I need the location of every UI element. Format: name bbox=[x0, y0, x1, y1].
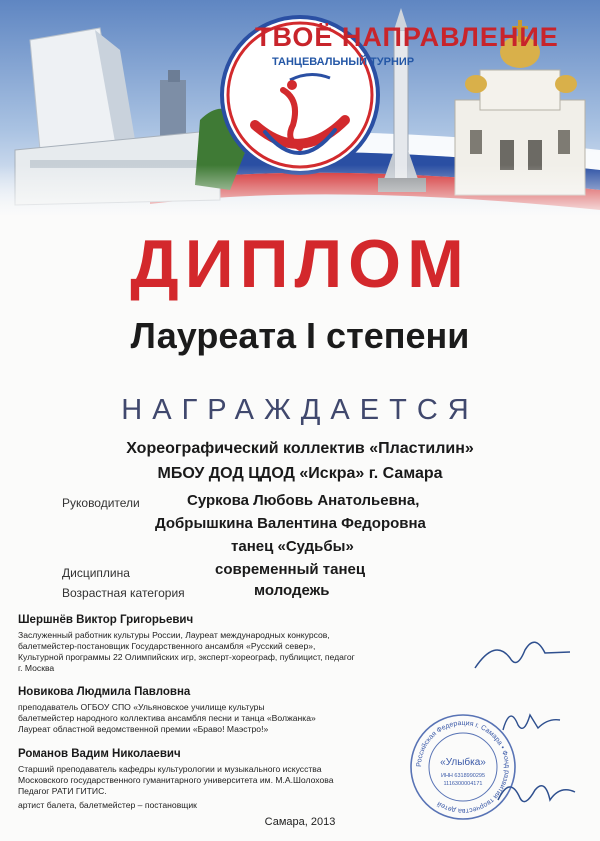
leader-1: Суркова Любовь Анатольевна, bbox=[187, 492, 420, 509]
leader-2: Добрышкина Валентина Федоровна bbox=[155, 515, 426, 532]
stamp-ogrn: 1116300004171 bbox=[443, 781, 483, 787]
jury-2-line: преподаватель ОГБОУ СПО «Ульяновское училище культуры bbox=[18, 702, 265, 712]
jury-1-line: Культурной программы 22 Олимпийских игр, эксперт-хореограф, публицист, педагог bbox=[18, 652, 355, 662]
city-year: Самара, 2013 bbox=[264, 816, 336, 828]
awarded-heading: НАГРАЖДАЕТСЯ bbox=[121, 394, 479, 426]
discipline-label: Дисциплина bbox=[62, 566, 130, 580]
discipline-value: современный танец bbox=[215, 561, 366, 578]
logo-title: ТВОЁ НАПРАВЛЕНИЕ bbox=[255, 22, 559, 52]
jury-2-name: Новикова Людмила Павловна bbox=[18, 686, 191, 698]
stamp-inn: ИНН 6318990295 bbox=[440, 773, 486, 779]
jury-1-line: Заслуженный работник культуры России, Лауреат международных конкурсов, bbox=[18, 630, 330, 640]
jury-2-line: балетмейстер народного коллектива ансамбля песни и танца «Волжанка» bbox=[18, 713, 316, 723]
dance-title: танец «Судьбы» bbox=[231, 538, 354, 555]
jury-3-line: артист балета, балетмейстер – постановщик bbox=[18, 800, 197, 810]
laureate-title: Лауреата I степени bbox=[130, 315, 470, 356]
jury-3-line: Старший преподаватель кафедры культурологии и музыкального искусства bbox=[18, 764, 322, 774]
leaders-label: Руководители bbox=[62, 496, 140, 510]
jury-3-line: Московского государственного гуманитарного университета им. М.А.Шолохова bbox=[18, 775, 334, 785]
jury-3-line: Педагог РАТИ ГИТИС. bbox=[18, 786, 107, 796]
jury-1-name: Шершнёв Виктор Григорьевич bbox=[18, 614, 194, 626]
stamp-center-text: «Улыбка» bbox=[440, 757, 486, 768]
organization-stamp bbox=[408, 712, 518, 822]
jury-2-line: Лауреат областной ведомственной премии «Браво! Маэстро!» bbox=[18, 724, 269, 734]
recipient-collective: Хореографический коллектив «Пластилин» bbox=[126, 440, 474, 457]
jury-1-line: г. Москва bbox=[18, 663, 55, 673]
diploma-title: ДИПЛОМ bbox=[130, 226, 470, 302]
logo-subtitle: ТАНЦЕВАЛЬНЫЙ ТУРНИР bbox=[272, 56, 415, 68]
jury-1-line: балетмейстер-постановщик Государственного ансамбля «Русский север», bbox=[18, 641, 316, 651]
age-category-value: молодежь bbox=[254, 582, 330, 599]
stamp-ring-text: Российская Федерация г. Самара • Фонд развития творчества детей bbox=[415, 719, 511, 815]
signature-1 bbox=[465, 628, 575, 678]
recipient-school: МБОУ ДОД ЦДОД «Искра» г. Самара bbox=[157, 465, 443, 482]
age-category-label: Возрастная категория bbox=[62, 586, 185, 600]
jury-3-name: Романов Вадим Николаевич bbox=[18, 748, 181, 760]
